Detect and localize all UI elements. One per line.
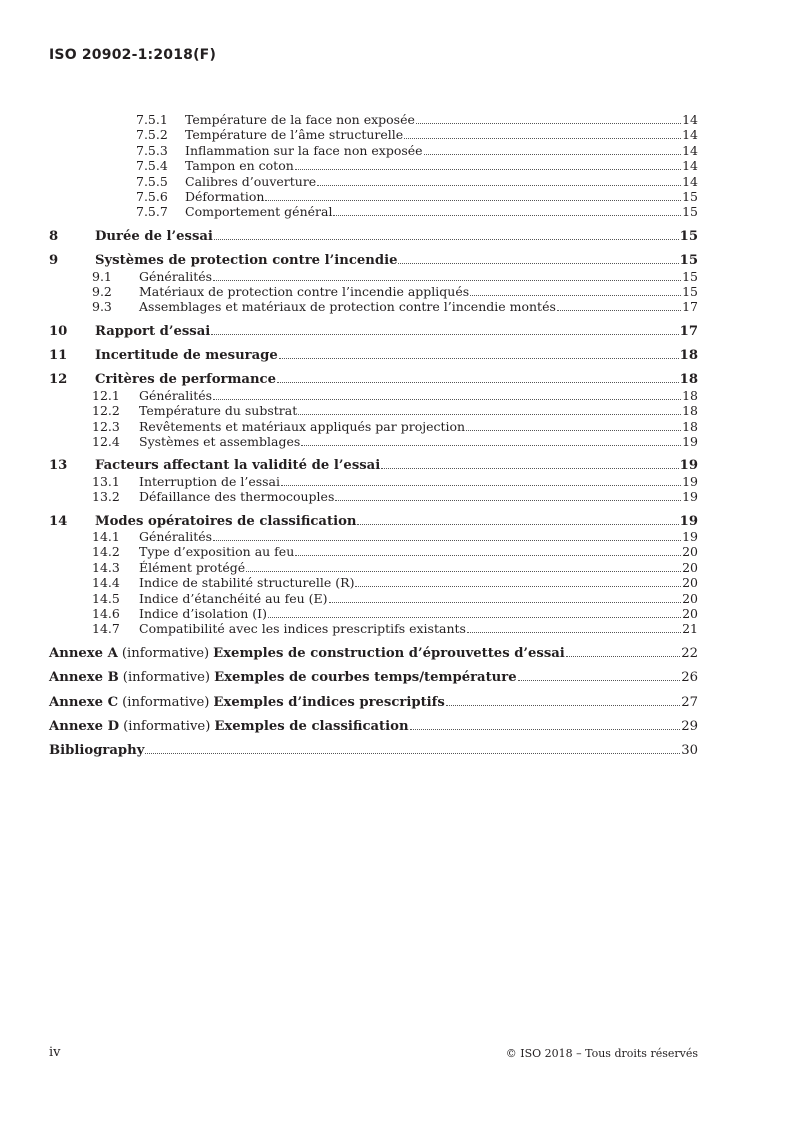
- section-title: Modes opératoires de classification: [95, 513, 357, 529]
- page-ref: 21: [682, 621, 698, 637]
- section-title: Durée de l’essai: [95, 228, 213, 244]
- section-number: 7.5.3: [136, 142, 168, 158]
- page-ref: 14: [682, 127, 698, 143]
- page-ref: 19: [679, 513, 698, 529]
- section-title: Déformation: [185, 188, 265, 204]
- toc-entry[interactable]: [49, 621, 698, 636]
- page-ref: 19: [682, 473, 698, 489]
- dot-leader: [557, 309, 681, 311]
- section-title: Généralités: [139, 528, 213, 544]
- toc-entry[interactable]: [49, 743, 698, 758]
- annex-qualifier: (informative): [122, 694, 210, 710]
- page-ref: 14: [682, 158, 698, 174]
- section-title: Généralités: [139, 387, 213, 403]
- page-ref: 18: [679, 348, 698, 364]
- page-ref: 18: [682, 418, 698, 434]
- page-ref: 15: [679, 228, 698, 244]
- page-ref: 20: [682, 605, 698, 621]
- section-title: Revêtements et matériaux appliqués par projection: [139, 418, 466, 434]
- section-number: 9.2: [92, 283, 112, 299]
- page-ref: 19: [682, 489, 698, 505]
- section-number: 12: [49, 372, 68, 388]
- section-title: Tampon en coton: [185, 158, 294, 174]
- page-ref: 22: [681, 645, 698, 661]
- section-title: Critères de performance: [95, 372, 276, 388]
- section-number: 14: [49, 513, 68, 529]
- section-number: 9.1: [92, 268, 112, 284]
- section-title: Compatibilité avec les indices prescriptifs existants: [139, 621, 466, 637]
- section-title: Comportement général: [185, 204, 333, 220]
- page-ref: 15: [682, 204, 698, 220]
- dot-leader: [470, 294, 681, 296]
- dot-leader: [335, 499, 681, 501]
- toc-entry[interactable]: [49, 112, 698, 127]
- annex-title: Exemples d’indices prescriptifs: [213, 694, 445, 710]
- section-number: 12.2: [92, 403, 120, 419]
- section-number: 11: [49, 348, 68, 364]
- page-ref: 15: [679, 253, 698, 269]
- toc-entry[interactable]: [49, 646, 698, 661]
- toc-entry[interactable]: [49, 348, 698, 363]
- section-number: 14.4: [92, 575, 120, 591]
- page-ref: 20: [682, 575, 698, 591]
- toc-entry[interactable]: [49, 229, 698, 244]
- annex-title: Exemples de courbes temps/température: [214, 670, 517, 686]
- annex-label: Annexe B: [49, 670, 119, 686]
- section-title: Défaillance des thermocouples: [139, 489, 335, 505]
- dot-leader: [268, 616, 681, 618]
- section-title: Température de l’âme structurelle: [185, 127, 404, 143]
- section-title: Indice d’étanchéité au feu (E): [139, 590, 328, 606]
- annex-label: Annexe A: [49, 645, 118, 661]
- dot-leader: [357, 523, 678, 525]
- dot-leader: [404, 137, 681, 139]
- page-ref: 14: [682, 112, 698, 127]
- dot-leader: [466, 429, 681, 431]
- dot-leader: [446, 704, 680, 706]
- toc-entry[interactable]: [49, 189, 698, 204]
- dot-leader: [298, 413, 681, 415]
- annex-title: Exemples de construction d’éprouvettes d’essai: [213, 645, 565, 661]
- annex-label: Annexe C: [49, 694, 119, 710]
- toc-entry[interactable]: [49, 158, 698, 173]
- dot-leader: [295, 168, 681, 170]
- section-title: Indice d’isolation (I): [139, 605, 267, 621]
- toc-entry[interactable]: [49, 127, 698, 142]
- section-number: 13.1: [92, 473, 120, 489]
- toc-entry[interactable]: [49, 575, 698, 590]
- dot-leader: [213, 539, 681, 541]
- dot-leader: [566, 655, 680, 657]
- page-ref: 20: [682, 559, 698, 575]
- section-number: 12.3: [92, 418, 120, 434]
- dot-leader: [410, 728, 681, 730]
- section-title: Matériaux de protection contre l’incendie appliqués: [139, 283, 470, 299]
- section-title: Inflammation sur la face non exposée: [185, 142, 423, 158]
- page-ref: 15: [682, 188, 698, 204]
- section-title: Type d’exposition au feu: [139, 544, 295, 560]
- dot-leader: [518, 679, 681, 681]
- dot-leader: [381, 467, 678, 469]
- section-number: 13.2: [92, 489, 120, 505]
- annex-title: Exemples de classification: [214, 718, 409, 734]
- section-number: 8: [49, 228, 59, 244]
- section-number: 10: [49, 323, 68, 339]
- section-number: 14.1: [92, 528, 120, 544]
- toc-entry[interactable]: [49, 299, 698, 314]
- toc-entry[interactable]: [49, 489, 698, 504]
- page-ref: 20: [682, 590, 698, 606]
- toc-entry[interactable]: [49, 253, 698, 268]
- section-number: 9.3: [92, 299, 112, 315]
- section-title: Température du substrat: [139, 403, 298, 419]
- page-ref: 14: [682, 173, 698, 189]
- page-ref: 26: [681, 670, 698, 686]
- toc-entry[interactable]: [49, 143, 698, 158]
- toc-entry[interactable]: [49, 419, 698, 434]
- page-ref: 19: [682, 528, 698, 544]
- section-title: Interruption de l’essai: [139, 473, 281, 489]
- toc-entry[interactable]: [49, 434, 698, 449]
- toc-entry[interactable]: [49, 514, 698, 529]
- section-number: 9: [49, 253, 59, 269]
- page-ref: 17: [682, 299, 698, 315]
- page-ref: 18: [679, 372, 698, 388]
- toc-entry[interactable]: [49, 403, 698, 418]
- annex-label: Annexe D: [49, 718, 120, 734]
- dot-leader: [279, 357, 679, 359]
- section-title: Température de la face non exposée: [185, 112, 415, 127]
- section-number: 7.5.1: [136, 112, 168, 127]
- dot-leader: [211, 333, 678, 335]
- annex-qualifier: (informative): [121, 645, 210, 661]
- section-number: 14.5: [92, 590, 120, 606]
- annex-label: Bibliography: [49, 743, 145, 759]
- section-title: Incertitude de mesurage: [95, 348, 278, 364]
- toc-entry[interactable]: [49, 544, 698, 559]
- dot-leader: [398, 262, 678, 264]
- section-title: Indice de stabilité structurelle (R): [139, 575, 355, 591]
- page-ref: 18: [682, 387, 698, 403]
- toc-entry[interactable]: [49, 560, 698, 575]
- section-title: Généralités: [139, 268, 213, 284]
- toc-entry[interactable]: [49, 719, 698, 734]
- toc-entry[interactable]: [49, 695, 698, 710]
- page-ref: 14: [682, 142, 698, 158]
- page-ref: 27: [681, 694, 698, 710]
- section-number: 14.2: [92, 544, 120, 560]
- toc-entry[interactable]: [49, 372, 698, 387]
- toc-entry[interactable]: [49, 388, 698, 403]
- dot-leader: [213, 279, 681, 281]
- section-number: 12.1: [92, 387, 120, 403]
- toc-entry[interactable]: [49, 204, 698, 219]
- dot-leader: [214, 238, 679, 240]
- section-number: 14.7: [92, 621, 120, 637]
- page-ref: 15: [682, 283, 698, 299]
- section-number: 13: [49, 458, 68, 474]
- section-title: Élément protégé: [139, 559, 246, 575]
- section-number: 7.5.4: [136, 158, 168, 174]
- page-ref: 19: [682, 434, 698, 450]
- dot-leader: [416, 122, 681, 124]
- page-ref: 19: [679, 458, 698, 474]
- annex-qualifier: (informative): [123, 718, 211, 734]
- section-title: Facteurs affectant la validité de l’essai: [95, 458, 381, 474]
- dot-leader: [317, 184, 681, 186]
- dot-leader: [265, 199, 681, 201]
- section-number: 14.6: [92, 605, 120, 621]
- section-number: 7.5.2: [136, 127, 168, 143]
- toc-entry[interactable]: [49, 606, 698, 621]
- section-number: 7.5.5: [136, 173, 168, 189]
- toc-entry[interactable]: [49, 174, 698, 189]
- page-number: iv: [49, 1045, 61, 1060]
- dot-leader: [246, 570, 681, 572]
- section-number: 12.4: [92, 434, 120, 450]
- section-number: 7.5.6: [136, 188, 168, 204]
- toc-entry[interactable]: [49, 458, 698, 473]
- page-ref: 18: [682, 403, 698, 419]
- toc-entry[interactable]: [49, 474, 698, 489]
- section-title: Rapport d’essai: [95, 323, 211, 339]
- document-id: ISO 20902-1:2018(F): [49, 47, 217, 63]
- section-number: 7.5.7: [136, 204, 168, 220]
- toc-entry[interactable]: [49, 324, 698, 339]
- page-ref: 20: [682, 544, 698, 560]
- section-title: Systèmes de protection contre l’incendie: [95, 253, 398, 269]
- dot-leader: [424, 153, 682, 155]
- section-title: Calibres d’ouverture: [185, 173, 317, 189]
- page-ref: 29: [681, 718, 698, 734]
- dot-leader: [281, 484, 681, 486]
- dot-leader: [277, 381, 679, 383]
- page-ref: 17: [679, 323, 698, 339]
- toc-entry[interactable]: [49, 591, 698, 606]
- table-of-contents: [49, 112, 698, 759]
- annex-qualifier: (informative): [122, 670, 211, 686]
- section-title: Assemblages et matériaux de protection contre l’incendie montés: [139, 299, 556, 315]
- toc-entry[interactable]: [49, 269, 698, 284]
- dot-leader: [295, 554, 681, 556]
- copyright-notice: © ISO 2018 – Tous droits réservés: [505, 1047, 698, 1060]
- page-ref: 15: [682, 268, 698, 284]
- dot-leader: [213, 398, 681, 400]
- dot-leader: [467, 631, 681, 633]
- section-title: Systèmes et assemblages: [139, 434, 301, 450]
- toc-entry[interactable]: [49, 529, 698, 544]
- toc-entry[interactable]: [49, 284, 698, 299]
- dot-leader: [301, 444, 681, 446]
- toc-entry[interactable]: [49, 670, 698, 685]
- section-number: 14.3: [92, 559, 120, 575]
- dot-leader: [329, 601, 682, 603]
- page-ref: 30: [681, 743, 698, 759]
- dot-leader: [145, 752, 680, 754]
- dot-leader: [333, 214, 681, 216]
- dot-leader: [355, 585, 681, 587]
